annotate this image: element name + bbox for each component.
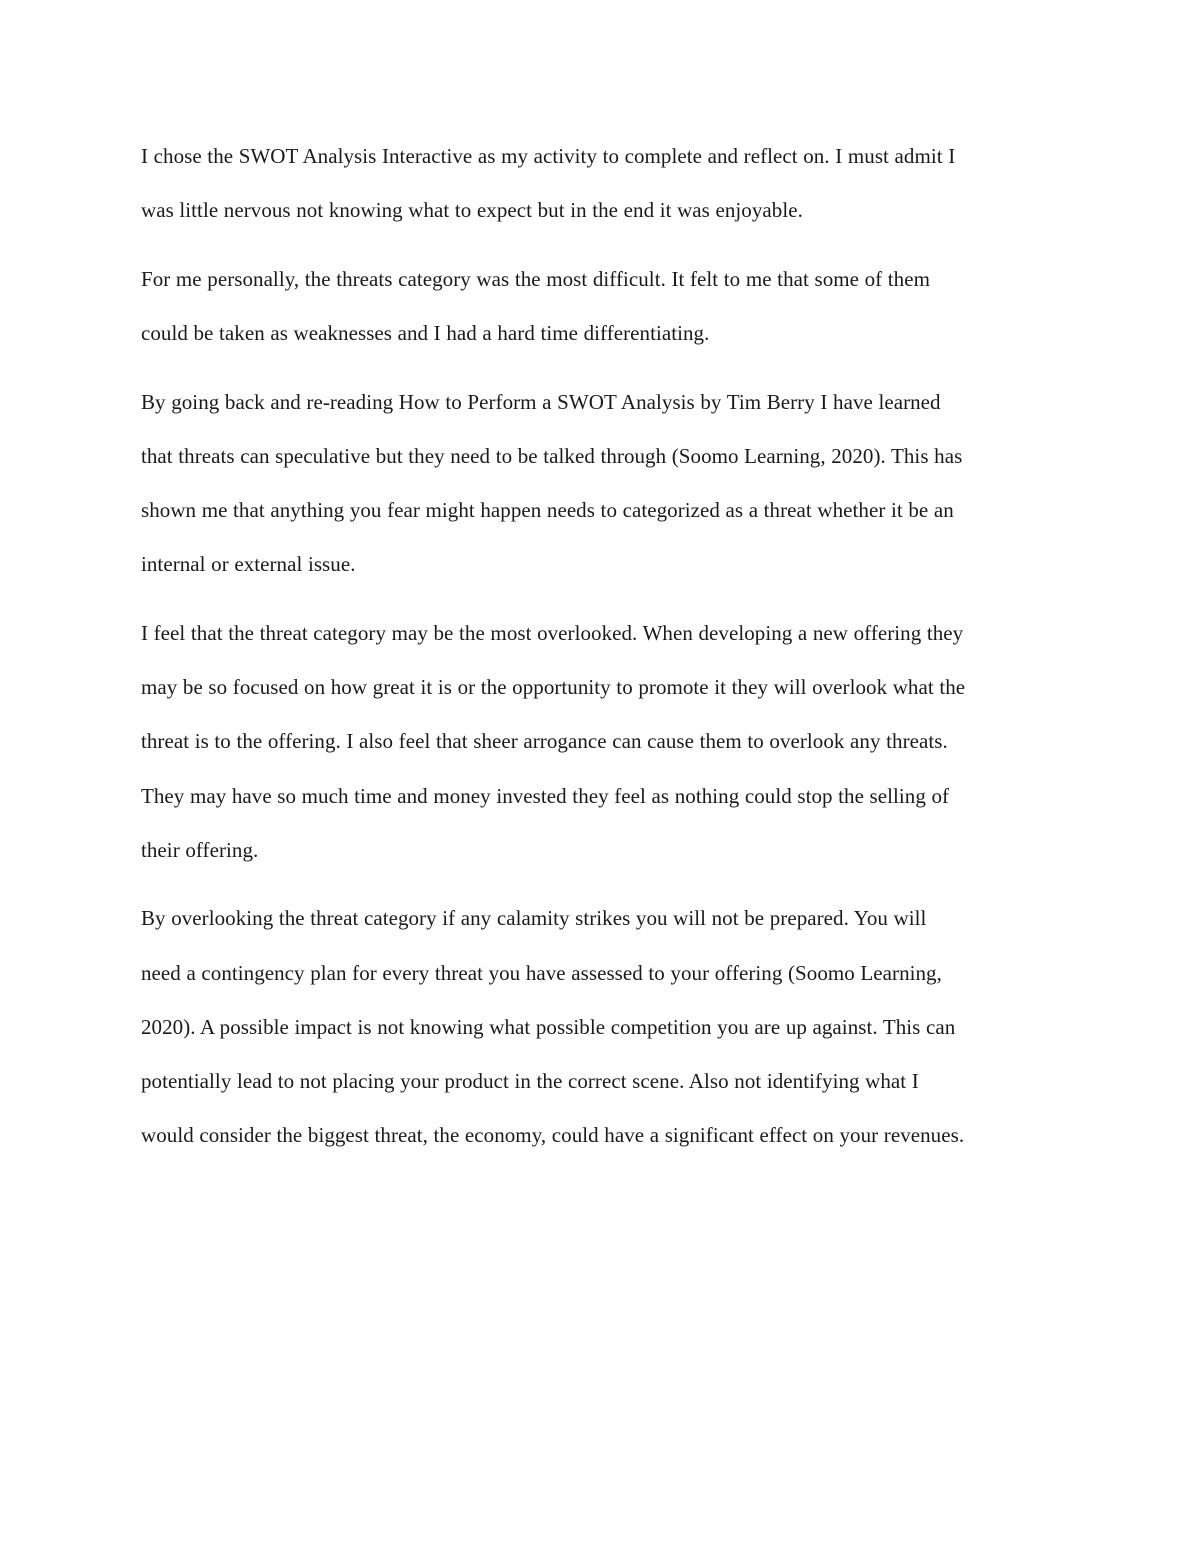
paragraph-1 [141,129,1066,237]
paragraph-line: internal or external issue. [141,552,356,577]
document-body [141,129,1066,1177]
paragraph-2 [141,252,1066,360]
paragraph-line: 2020). A possible impact is not knowing what possible competition you are up against. This can [141,1014,956,1039]
paragraph-line: I chose the SWOT Analysis Interactive as my activity to complete and reflect on. I must admit I [141,144,956,168]
paragraph-line: For me personally, the threats category was the most difficult. It felt to me that some of them [141,266,930,291]
paragraph-line: would consider the biggest threat, the economy, could have a significant effect on your revenues. [141,1123,965,1148]
paragraph-line: I feel that the threat category may be the most overlooked. When developing a new offering they [141,621,964,645]
paragraph-line: was little nervous not knowing what to expect but in the end it was enjoyable. [141,198,803,223]
paragraph-line: their offering. [141,837,259,862]
paragraph-line: need a contingency plan for every threat you have assessed to your offering (Soomo Learning, [141,960,942,985]
paragraph-3 [141,375,1066,592]
paragraph-line: may be so focused on how great it is or the opportunity to promote it they will overlook what the [141,675,966,700]
paragraph-4 [141,606,1066,877]
paragraph-line: shown me that anything you fear might happen needs to categorized as a threat whether it be an [141,498,954,523]
paragraph-5 [141,891,1066,1162]
paragraph-line: By overlooking the threat category if any calamity strikes you will not be prepared. You will [141,906,927,931]
paragraph-line: could be taken as weaknesses and I had a hard time differentiating. [141,321,710,346]
paragraph-line: threat is to the offering. I also feel that sheer arrogance can cause them to overlook any threats. [141,729,948,754]
paragraph-line: that threats can speculative but they need to be talked through (Soomo Learning, 2020). This has [141,443,963,468]
paragraph-line: They may have so much time and money invested they feel as nothing could stop the selling of [141,783,950,808]
paragraph-line: By going back and re-reading How to Perform a SWOT Analysis by Tim Berry I have learned [141,389,941,414]
paragraph-line: potentially lead to not placing your product in the correct scene. Also not identifying what I [141,1069,919,1093]
